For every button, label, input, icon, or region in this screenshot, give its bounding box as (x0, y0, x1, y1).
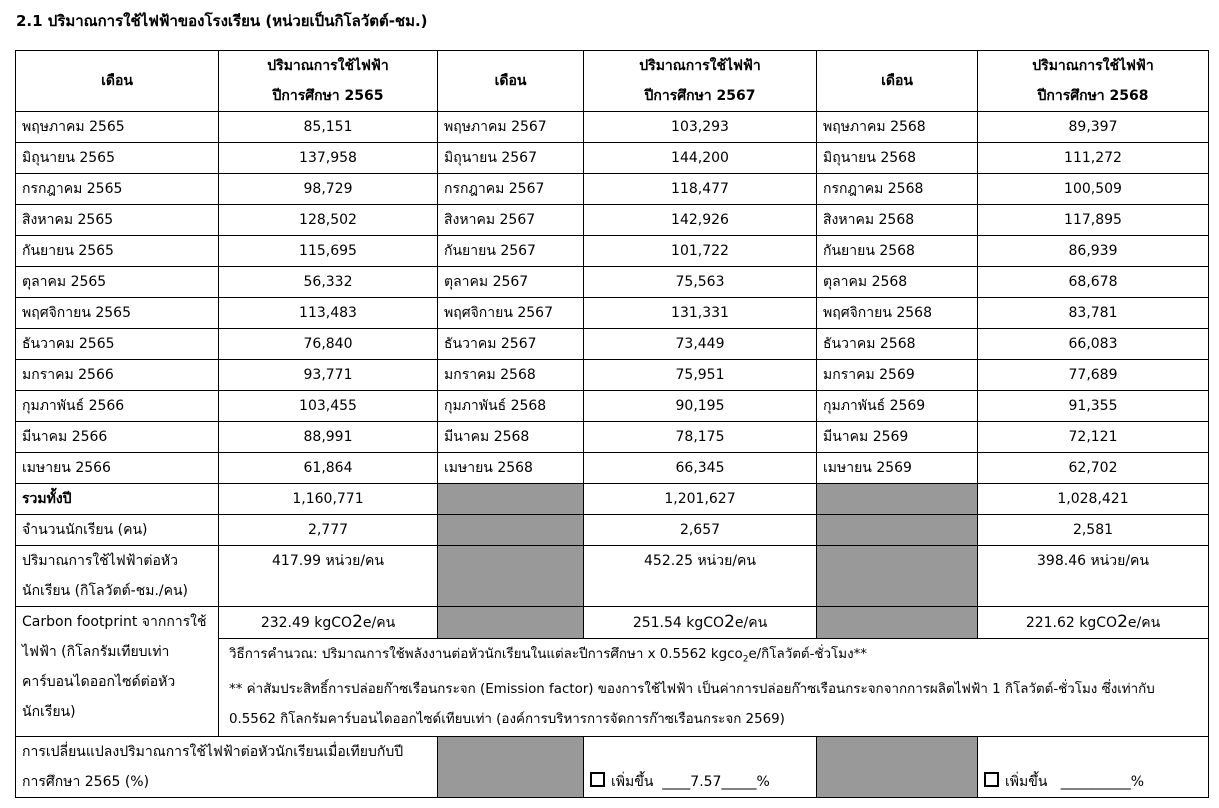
usage-2565: 115,695 (219, 236, 438, 267)
shaded-cell (438, 736, 584, 797)
shaded-cell (438, 546, 584, 607)
per-student-2567: 452.25 หน่วย/คน (584, 546, 817, 607)
students-2568: 2,581 (978, 515, 1209, 546)
month-cell: กุมภาพันธ์ 2569 (817, 391, 978, 422)
table-row (16, 453, 1209, 484)
carbon-2565: 232.49 kgCO2e/คน (219, 607, 438, 639)
carbon-2567: 251.54 kgCO2e/คน (584, 607, 817, 639)
month-cell: ตุลาคม 2567 (438, 267, 584, 298)
month-cell: มีนาคม 2569 (817, 422, 978, 453)
usage-2565: 137,958 (219, 143, 438, 174)
usage-2568: 72,121 (978, 422, 1209, 453)
month-cell: ธันวาคม 2565 (16, 329, 219, 360)
month-cell: กุมภาพันธ์ 2568 (438, 391, 584, 422)
month-cell: สิงหาคม 2568 (817, 205, 978, 236)
usage-2568: 100,509 (978, 174, 1209, 205)
month-cell: สิงหาคม 2567 (438, 205, 584, 236)
change-row (16, 736, 1209, 797)
usage-2568: 83,781 (978, 298, 1209, 329)
month-rows (16, 112, 1209, 484)
usage-2567: 75,951 (584, 360, 817, 391)
table-row (16, 205, 1209, 236)
header-month-3: เดือน (817, 51, 978, 112)
usage-2568: 91,355 (978, 391, 1209, 422)
per-student-2568: 398.46 หน่วย/คน (978, 546, 1209, 607)
shaded-cell (438, 515, 584, 546)
month-cell: กันยายน 2567 (438, 236, 584, 267)
usage-2567: 90,195 (584, 391, 817, 422)
month-cell: กันยายน 2565 (16, 236, 219, 267)
month-cell: มกราคม 2569 (817, 360, 978, 391)
per-student-2565: 417.99 หน่วย/คน (219, 546, 438, 607)
students-label: จำนวนนักเรียน (คน) (16, 515, 219, 546)
header-month-1: เดือน (16, 51, 219, 112)
change-2568: เพิ่มขึ้น __________% (978, 736, 1209, 797)
month-cell: ตุลาคม 2568 (817, 267, 978, 298)
table-row (16, 422, 1209, 453)
month-cell: พฤศจิกายน 2567 (438, 298, 584, 329)
carbon-2568: 221.62 kgCO2e/คน (978, 607, 1209, 639)
total-2567: 1,201,627 (584, 484, 817, 515)
carbon-label: Carbon footprint จากการใช้ ไฟฟ้า (กิโลกรัมเทียบเท่า คาร์บอนไดออกไซด์ต่อหัว นักเรียน) (16, 607, 219, 737)
usage-2565: 61,864 (219, 453, 438, 484)
usage-2568: 77,689 (978, 360, 1209, 391)
shaded-cell (817, 607, 978, 639)
usage-2567: 103,293 (584, 112, 817, 143)
month-cell: พฤศจิกายน 2565 (16, 298, 219, 329)
checkbox-icon[interactable] (984, 772, 999, 787)
month-cell: มิถุนายน 2565 (16, 143, 219, 174)
total-row (16, 484, 1209, 515)
electricity-usage-table (15, 50, 1209, 798)
shaded-cell (817, 546, 978, 607)
usage-2567: 78,175 (584, 422, 817, 453)
usage-2567: 118,477 (584, 174, 817, 205)
usage-2568: 66,083 (978, 329, 1209, 360)
carbon-row (16, 607, 1209, 639)
usage-2567: 142,926 (584, 205, 817, 236)
month-cell: ธันวาคม 2568 (817, 329, 978, 360)
month-cell: มีนาคม 2566 (16, 422, 219, 453)
header-usage-2568: ปริมาณการใช้ไฟฟ้า ปีการศึกษา 2568 (978, 51, 1209, 112)
total-2568: 1,028,421 (978, 484, 1209, 515)
usage-2565: 76,840 (219, 329, 438, 360)
usage-2567: 101,722 (584, 236, 817, 267)
students-2567: 2,657 (584, 515, 817, 546)
table-row (16, 329, 1209, 360)
change-2567: เพิ่มขึ้น ____7.57_____% (584, 736, 817, 797)
usage-2568: 62,702 (978, 453, 1209, 484)
usage-2568: 117,895 (978, 205, 1209, 236)
table-row (16, 360, 1209, 391)
usage-2567: 73,449 (584, 329, 817, 360)
usage-2568: 111,272 (978, 143, 1209, 174)
table-row (16, 267, 1209, 298)
month-cell: พฤศจิกายน 2568 (817, 298, 978, 329)
usage-2565: 113,483 (219, 298, 438, 329)
shaded-cell (817, 736, 978, 797)
usage-2565: 88,991 (219, 422, 438, 453)
per-student-label: ปริมาณการใช้ไฟฟ้าต่อหัว นักเรียน (กิโลวัตต์-ชม./คน) (16, 546, 219, 607)
month-cell: พฤษภาคม 2568 (817, 112, 978, 143)
header-usage-2565: ปริมาณการใช้ไฟฟ้า ปีการศึกษา 2565 (219, 51, 438, 112)
total-2565: 1,160,771 (219, 484, 438, 515)
per-student-row (16, 546, 1209, 607)
usage-2568: 86,939 (978, 236, 1209, 267)
table-row (16, 391, 1209, 422)
month-cell: พฤษภาคม 2565 (16, 112, 219, 143)
page-title: 2.1 ปริมาณการใช้ไฟฟ้าของโรงเรียน (หน่วยเป็นกิโลวัตต์-ชม.) (16, 12, 428, 30)
students-2565: 2,777 (219, 515, 438, 546)
usage-2565: 128,502 (219, 205, 438, 236)
carbon-method-note: วิธีการคำนวณ: ปริมาณการใช้พลังงานต่อหัวนักเรียนในแต่ละปีการศึกษา x 0.5562 kgco$_2$e/กิโลวัตต์-ชั่วโมง** ** ค่าสัมประสิทธิ์การปล่อยก๊าซเรือนกระจก (Emission factor) ของการใช้ไฟฟ้า เป็นค่าการปล่อยก๊าซเรือนกระจกจากการผลิตไฟฟ้า 1 กิโลวัตต์-ชั่วโมง ซึ่งเท่ากับ 0.5562 กิโลกรัมคาร์บอนไดออกไซด์เทียบเท่า (องค์การบริหารการจัดการก๊าซเรือนกระจก 2569) (219, 639, 1209, 737)
month-cell: กรกฎาคม 2565 (16, 174, 219, 205)
month-cell: พฤษภาคม 2567 (438, 112, 584, 143)
month-cell: กุมภาพันธ์ 2566 (16, 391, 219, 422)
header-month-2: เดือน (438, 51, 584, 112)
month-cell: มิถุนายน 2567 (438, 143, 584, 174)
month-cell: กรกฎาคม 2568 (817, 174, 978, 205)
shaded-cell (817, 515, 978, 546)
header-usage-2567: ปริมาณการใช้ไฟฟ้า ปีการศึกษา 2567 (584, 51, 817, 112)
usage-2567: 75,563 (584, 267, 817, 298)
usage-2565: 103,455 (219, 391, 438, 422)
usage-2565: 85,151 (219, 112, 438, 143)
month-cell: สิงหาคม 2565 (16, 205, 219, 236)
usage-2567: 66,345 (584, 453, 817, 484)
change-label: การเปลี่ยนแปลงปริมาณการใช้ไฟฟ้าต่อหัวนักเรียนเมื่อเทียบกับปี การศึกษา 2565 (%) (16, 736, 438, 797)
usage-2565: 98,729 (219, 174, 438, 205)
month-cell: ตุลาคม 2565 (16, 267, 219, 298)
checkbox-icon[interactable] (590, 772, 605, 787)
table-row (16, 298, 1209, 329)
month-cell: มิถุนายน 2568 (817, 143, 978, 174)
shaded-cell (438, 607, 584, 639)
table-row (16, 112, 1209, 143)
month-cell: มกราคม 2568 (438, 360, 584, 391)
table-header-row (16, 51, 1209, 112)
month-cell: กรกฎาคม 2567 (438, 174, 584, 205)
month-cell: มีนาคม 2568 (438, 422, 584, 453)
table-row (16, 174, 1209, 205)
shaded-cell (438, 484, 584, 515)
month-cell: เมษายน 2568 (438, 453, 584, 484)
month-cell: ธันวาคม 2567 (438, 329, 584, 360)
usage-2565: 56,332 (219, 267, 438, 298)
shaded-cell (817, 484, 978, 515)
usage-2568: 68,678 (978, 267, 1209, 298)
usage-2567: 131,331 (584, 298, 817, 329)
students-row (16, 515, 1209, 546)
table-row (16, 143, 1209, 174)
month-cell: มกราคม 2566 (16, 360, 219, 391)
month-cell: กันยายน 2568 (817, 236, 978, 267)
month-cell: เมษายน 2566 (16, 453, 219, 484)
total-label: รวมทั้งปี (16, 484, 219, 515)
usage-2567: 144,200 (584, 143, 817, 174)
usage-2568: 89,397 (978, 112, 1209, 143)
month-cell: เมษายน 2569 (817, 453, 978, 484)
usage-2565: 93,771 (219, 360, 438, 391)
table-row (16, 236, 1209, 267)
